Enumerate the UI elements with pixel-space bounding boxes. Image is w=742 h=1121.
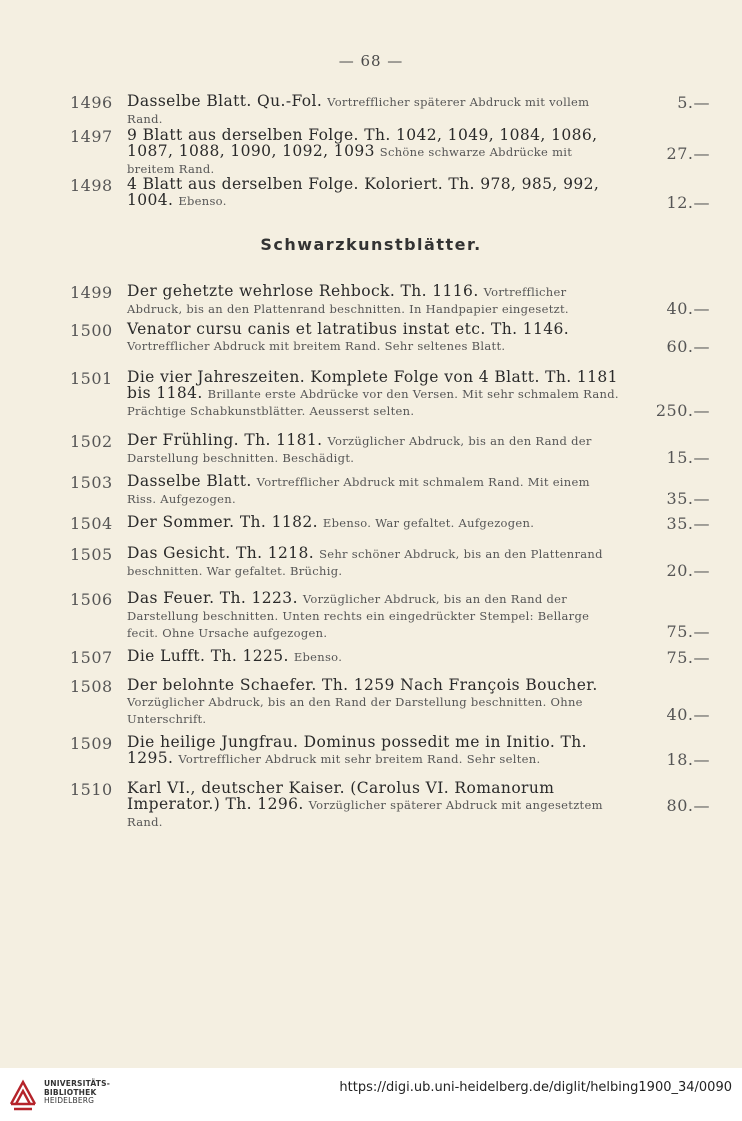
lot-description <box>127 321 622 354</box>
lot-description <box>127 127 622 177</box>
lot-entry <box>70 734 710 770</box>
lot-note: Vorzüglicher Abdruck, bis an den Rand der Darstellung beschnitten. Ohne Unterschrift. <box>127 695 583 726</box>
lot-entry <box>70 514 710 534</box>
lot-title: Das Feuer. Th. 1223. <box>127 589 298 607</box>
lot-price: 35.— <box>666 514 710 533</box>
library-name <box>44 1080 110 1106</box>
lot-number: 1509 <box>70 734 113 753</box>
lot-entry <box>70 321 710 357</box>
lot-price: 75.— <box>666 648 710 667</box>
page-number: — 68 — <box>338 52 404 70</box>
lot-description <box>127 677 622 727</box>
lot-price: 15.— <box>666 448 710 467</box>
lot-price: 40.— <box>666 299 710 318</box>
lot-description <box>127 473 622 507</box>
lot-number: 1496 <box>70 93 113 112</box>
lot-price: 18.— <box>666 750 710 769</box>
lot-number: 1499 <box>70 283 113 302</box>
library-name-line1: UNIVERSITÄTS- <box>44 1079 111 1088</box>
lot-price: 40.— <box>666 705 710 724</box>
source-url-link[interactable]: https://digi.ub.uni-heidelberg.de/diglit/helbing1900_34/0090 <box>339 1080 732 1095</box>
lot-number: 1508 <box>70 677 113 696</box>
lot-number: 1502 <box>70 432 113 451</box>
lot-note: Vortrefflicher späterer Abdruck mit vollem Rand. <box>127 95 590 126</box>
lot-note: Vorzüglicher Abdruck, bis an den Rand der Darstellung beschnitten. Unten rechts ein eingedrückter Stempel: Bellarge fecit. Ohne Ursache aufgezogen. <box>127 592 590 640</box>
lot-entry <box>70 176 710 212</box>
lot-description <box>127 283 622 317</box>
lot-price: 20.— <box>666 561 710 580</box>
lot-entry <box>70 677 710 729</box>
lot-number: 1497 <box>70 127 113 146</box>
lot-price: 60.— <box>666 337 710 356</box>
lot-note: Ebenso. <box>293 650 343 664</box>
lot-entry <box>70 432 710 468</box>
lot-title: Die vier Jahreszeiten. Komplete Folge von 4 Blatt. Th. 1181 bis 1184. <box>127 368 618 402</box>
library-name-line3: HEIDELBERG <box>44 1096 95 1105</box>
lot-note: Ebenso. War gefaltet. Aufgezogen. <box>322 516 535 530</box>
lot-number: 1505 <box>70 545 113 564</box>
lot-title: 9 Blatt aus derselben Folge. Th. 1042, 1049, 1084, 1086, 1087, 1088, 1090, 1092, 1093 <box>127 126 598 160</box>
lot-entry <box>70 126 710 176</box>
lot-title: 4 Blatt aus derselben Folge. Koloriert. Th. 978, 985, 992, 1004. <box>127 175 600 209</box>
lot-price: 35.— <box>666 489 710 508</box>
section-heading: Schwarzkunstblätter. <box>260 235 482 254</box>
lot-number: 1501 <box>70 369 113 388</box>
lot-note: Vorzüglicher späterer Abdruck mit angesetztem Rand. <box>127 798 603 829</box>
lot-title: Dasselbe Blatt. Qu.-Fol. <box>127 92 323 110</box>
lot-title: Venator cursu canis et latratibus instat etc. Th. 1146. <box>127 320 570 338</box>
lot-number: 1498 <box>70 176 113 195</box>
lot-title: Die heilige Jungfrau. Dominus possedit me in Initio. Th. 1295. <box>127 733 587 767</box>
lot-number: 1510 <box>70 780 113 799</box>
lot-entry <box>70 648 710 668</box>
lot-note: Sehr schöner Abdruck, bis an den Plattenrand beschnitten. War gefaltet. Brüchig. <box>127 547 603 578</box>
lot-description <box>127 176 622 209</box>
lot-description <box>127 514 622 531</box>
lot-note: Vortrefflicher Abdruck mit breitem Rand. Sehr seltenes Blatt. <box>127 339 506 353</box>
lot-price: 75.— <box>666 622 710 641</box>
lot-note: Vorzüglicher Abdruck, bis an den Rand der Darstellung beschnitten. Beschädigt. <box>127 434 592 465</box>
lot-title: Das Gesicht. Th. 1218. <box>127 544 315 562</box>
lot-price: 80.— <box>666 796 710 815</box>
lot-price: 250.— <box>655 401 710 420</box>
lot-description <box>127 369 622 419</box>
lot-description <box>127 93 622 127</box>
lot-entry <box>70 369 710 421</box>
lot-number: 1506 <box>70 590 113 609</box>
lot-title: Die Lufft. Th. 1225. <box>127 647 289 665</box>
lot-number: 1500 <box>70 321 113 340</box>
lot-description <box>127 648 622 665</box>
footer-bar <box>0 1068 742 1121</box>
lot-entry <box>70 590 710 642</box>
lot-entry <box>70 473 710 509</box>
lot-description <box>127 590 622 641</box>
lot-title: Der belohnte Schaefer. Th. 1259 Nach François Boucher. <box>127 676 598 694</box>
lot-title: Der Sommer. Th. 1182. <box>127 513 318 531</box>
lot-price: 12.— <box>666 193 710 212</box>
lot-note: Vortrefflicher Abdruck mit schmalem Rand. Mit einem Riss. Aufgezogen. <box>127 475 590 506</box>
lot-title: Der gehetzte wehrlose Rehbock. Th. 1116. <box>127 282 479 300</box>
lot-title: Der Frühling. Th. 1181. <box>127 431 323 449</box>
lot-description <box>127 432 622 466</box>
lot-number: 1503 <box>70 473 113 492</box>
lot-note: Brillante erste Abdrücke vor den Versen. Mit sehr schmalem Rand. Prächtige Schabkunstblätter. Aeusserst selten. <box>127 387 619 418</box>
lot-note: Vortrefflicher Abdruck mit sehr breitem Rand. Sehr selten. <box>178 752 541 766</box>
lot-number: 1507 <box>70 648 113 667</box>
university-library-logo[interactable] <box>8 1076 38 1112</box>
lot-entry <box>70 779 710 829</box>
lot-description <box>127 545 622 579</box>
lot-title: Dasselbe Blatt. <box>127 472 252 490</box>
lot-note: Schöne schwarze Abdrücke mit breitem Rand. <box>127 145 573 176</box>
lot-number: 1504 <box>70 514 113 533</box>
lot-title: Karl VI., deutscher Kaiser. (Carolus VI. Romanorum Imperator.) Th. 1296. <box>127 779 555 813</box>
lot-description <box>127 734 622 767</box>
lot-price: 27.— <box>666 144 710 163</box>
lot-entry <box>70 545 710 581</box>
lot-note: Ebenso. <box>178 194 227 208</box>
lot-price: 5.— <box>677 93 710 112</box>
lot-description <box>127 780 622 830</box>
lot-entry <box>70 92 710 126</box>
lot-note: Vortrefflicher Abdruck, bis an den Plattenrand beschnitten. In Handpapier eingesetzt. <box>127 285 569 316</box>
library-name-line2: BIBLIOTHEK <box>44 1087 97 1097</box>
lot-entry <box>70 283 710 319</box>
